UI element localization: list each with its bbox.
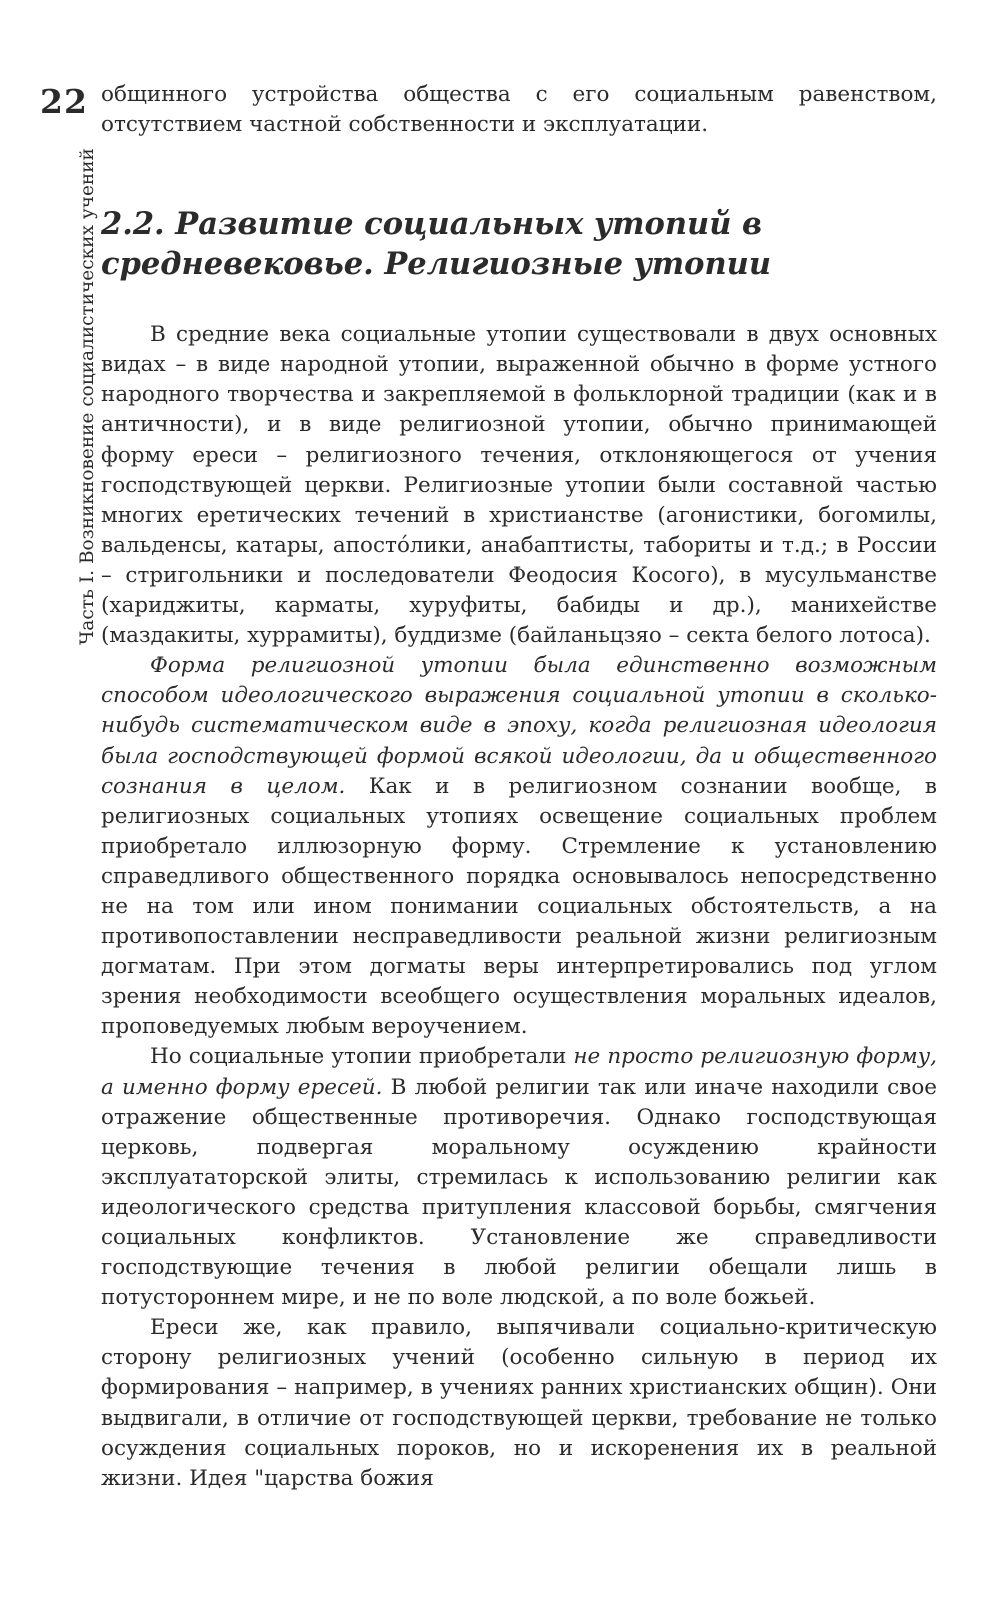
- page-number: 22: [40, 82, 88, 121]
- section-heading: 2.2. Развитие социальных утопий в средневековье. Религиозные утопии: [101, 206, 772, 283]
- paragraph-3: [101, 1042, 937, 1313]
- paragraph-2-rest: Как и в религиозном сознании вообще, в религиозных социальных утопиях освещение социальных проблем приобретало иллюзорную форму. Стремление к установлению справедливого общественного порядка основывалось непосредственно не на том или ином понимании социальных обстоятельств, а на противопоставлении несправедливости реальной жизни религиозным догматам. При этом догматы веры интерпретировались под углом зрения необходимости всеобщего осуществления моральных идеалов, проповедуемых любым вероучением.: [101, 773, 938, 1040]
- paragraph-3-italic: не просто религиозную форму, а именно форму ересей.: [101, 1044, 938, 1100]
- page-body: [101, 80, 937, 1494]
- paragraph-2-italic: Форма религиозной утопии была единственно возможным способом идеологического выражения социальной утопии в сколько-нибудь систематическом виде в эпоху, когда религиозная идеология была господствующей формой всякой идеологии, да и общественного сознания в целом.: [101, 653, 937, 799]
- continuation-paragraph: общинного устройства общества с его социальным равенством, отсутствием частной собственности и эксплуатации.: [101, 82, 937, 138]
- running-head: Часть I. Возникновение социалистических учений: [77, 148, 98, 645]
- paragraph-4: Ереси же, как правило, выпячивали социально-критическую сторону религиозных учений (особенно сильную в период их формирования – например, в учениях ранних христианских общин). Они выдвигали, в отличие от господствующей церкви, требование не только осуждения социальных пороков, но и искоренения их в реальной жизни. Идея "царства божия: [101, 1315, 937, 1491]
- paragraph-3-rest: В любой религии так или иначе находили свое отражение общественные противоречия. Однако господствующая церковь, подвергая моральному осуждению крайности эксплуататорской элиты, стремилась к использованию религии как идеологического средства притупления классовой борьбы, смягчения социальных конфликтов. Установление же справедливости господствующие течения в любой религии обещали лишь в потустороннем мире, и не по воле людской, а по воле божьей.: [101, 1074, 937, 1311]
- paragraph-3-start: Но социальные утопии приобретали: [150, 1044, 574, 1070]
- paragraph-2: [101, 651, 937, 1042]
- paragraph-1: В средние века социальные утопии существовали в двух основных видах – в виде народной утопии, выраженной обычно в форме устного народного творчества и закрепляемой в фольклорной традиции (как и в античности), и в виде религиозной утопии, обычно принимающей форму ереси – религиозного течения, отклоняющегося от учения господствующей церкви. Религиозные утопии были составной частью многих еретических течений в христианстве (агонистики, богомилы, вальденсы, катары, апостóлики, анабаптисты, табориты и т.д.; в России – стригольники и последователи Феодосия Косого), в мусульманстве (хариджиты, карматы, хуруфиты, бабиды и др.), манихействе (маздакиты, хуррамиты), буддизме (байланьцзяо – секта белого лотоса).: [101, 322, 937, 649]
